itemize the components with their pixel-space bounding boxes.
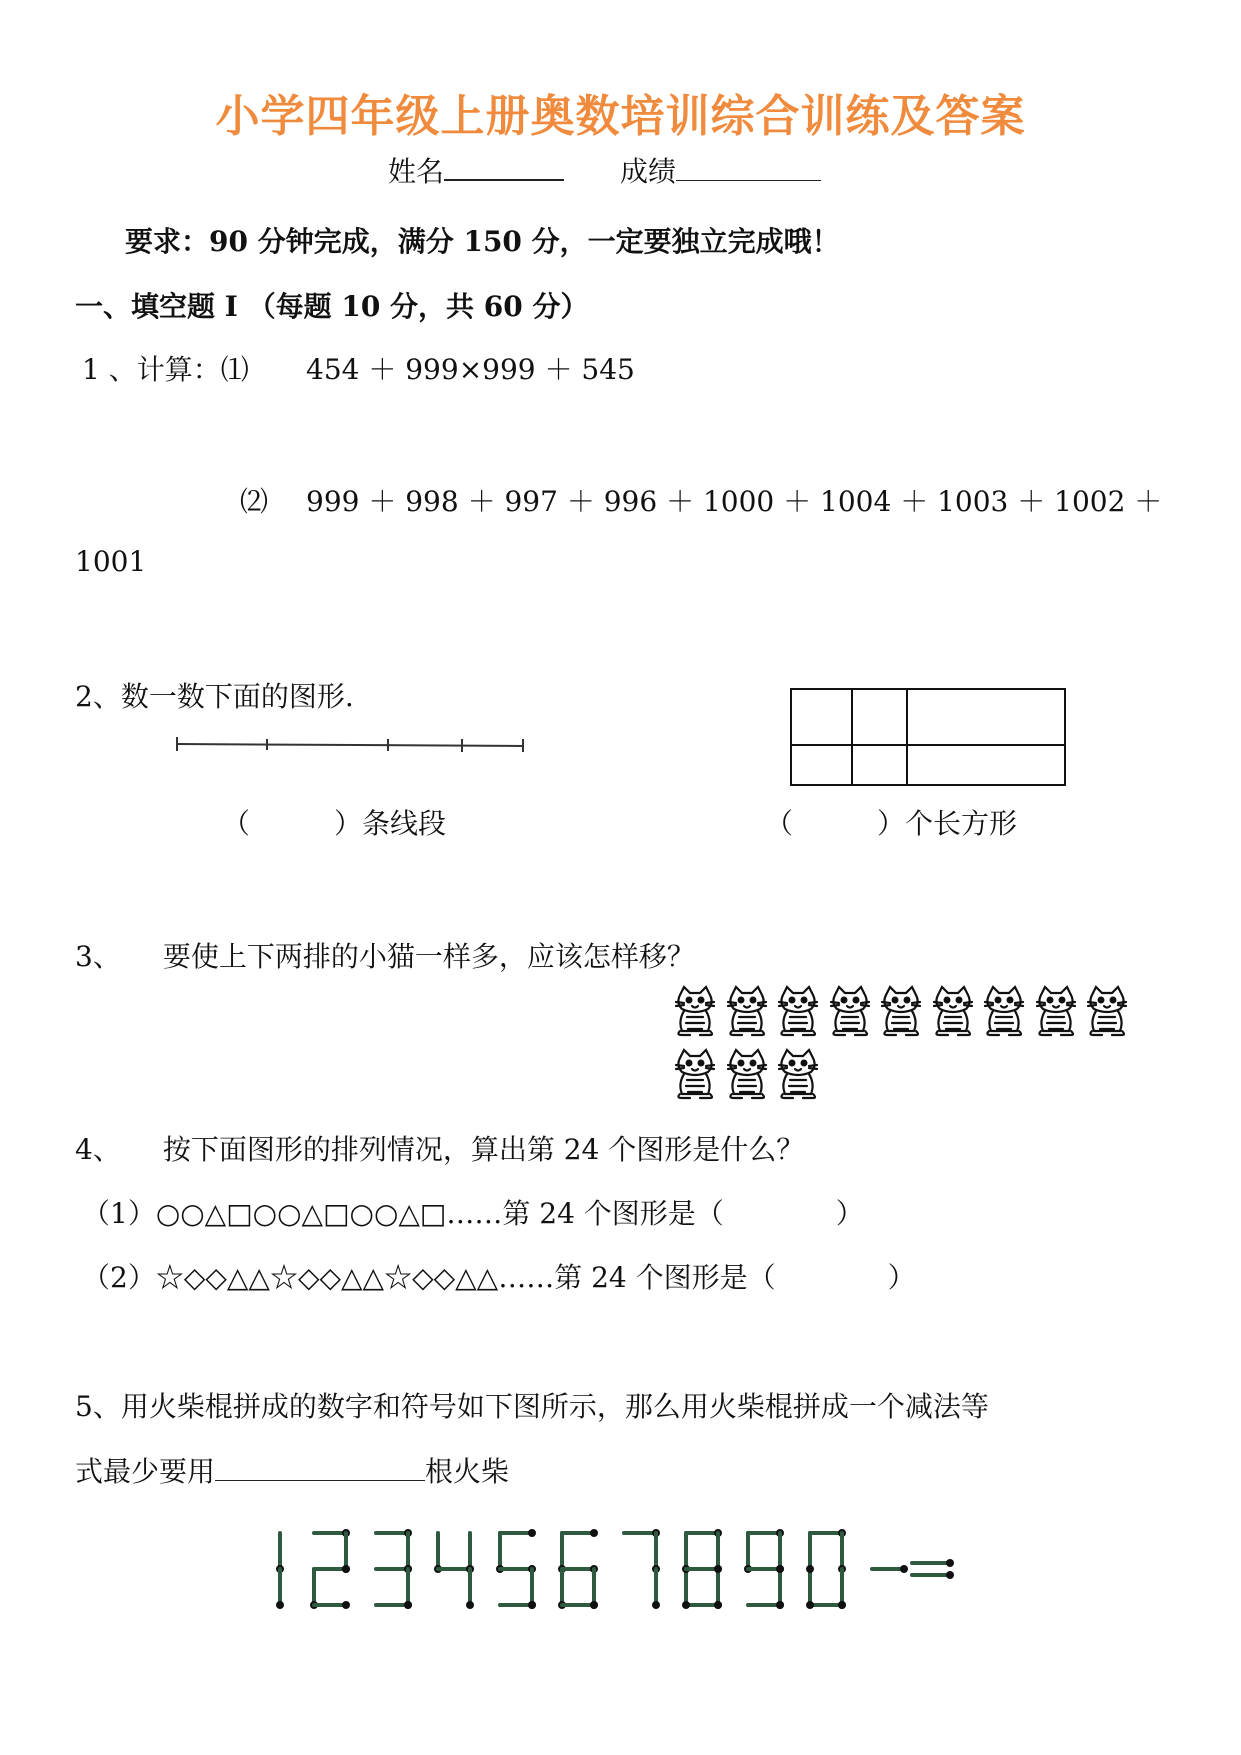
match-head bbox=[946, 1559, 954, 1567]
q4-sub2[interactable]: （2）☆◇◇△△☆◇◇△△☆◇◇△△……第 24 个图形是（ ） bbox=[82, 1261, 916, 1294]
match-head bbox=[806, 1565, 814, 1573]
rectangle-figure bbox=[790, 688, 1070, 788]
match-head bbox=[342, 1565, 350, 1573]
q2-answer-rectangles[interactable]: （ ）个长方形 bbox=[765, 807, 1018, 840]
q1-part2-continued: 1001 bbox=[75, 545, 147, 578]
score-blank[interactable] bbox=[676, 154, 821, 181]
q4-sub1[interactable]: （1）○○△□○○△□○○△□……第 24 个图形是（ ） bbox=[82, 1197, 864, 1230]
name-field[interactable] bbox=[388, 150, 564, 190]
q1-part2: 999 ＋ 998 ＋ 997 ＋ 996 ＋ 1000 ＋ 1004 ＋ 1003 ＋ 1002 ＋ bbox=[306, 485, 1163, 518]
match-head bbox=[404, 1601, 412, 1609]
match-head bbox=[900, 1565, 908, 1573]
q1-part1: 454 ＋ 999×999 ＋ 545 bbox=[306, 353, 635, 386]
q3-text: 3、 要使上下两排的小猫一样多，应该怎样移？ bbox=[75, 940, 695, 973]
requirement-text: 要求：90 分钟完成，满分 150 分，一定要独立完成哦！ bbox=[125, 225, 840, 258]
q5-suffix: 根火柴 bbox=[425, 1455, 510, 1488]
name-label: 姓名 bbox=[388, 155, 445, 188]
matchstick-figure bbox=[270, 1525, 990, 1615]
match-head bbox=[682, 1601, 690, 1609]
cat-icon[interactable] bbox=[672, 1048, 718, 1100]
q5-answer-blank[interactable] bbox=[215, 1454, 425, 1481]
cat-icon[interactable] bbox=[724, 1048, 770, 1100]
q5-prefix: 式最少要用 bbox=[75, 1455, 216, 1488]
cat-icon[interactable] bbox=[1084, 985, 1130, 1037]
q5-text-line2 bbox=[75, 1450, 509, 1490]
cat-icon[interactable] bbox=[827, 985, 873, 1037]
name-blank[interactable] bbox=[444, 153, 564, 181]
match-head bbox=[776, 1601, 784, 1609]
q2-answer-segments[interactable]: （ ）条线段 bbox=[222, 807, 447, 840]
q4-text: 4、 按下面图形的排列情况，算出第 24 个图形是什么？ bbox=[75, 1133, 805, 1166]
match-head bbox=[466, 1601, 474, 1609]
match-head bbox=[342, 1601, 350, 1609]
match-head bbox=[652, 1601, 660, 1609]
match-head bbox=[590, 1601, 598, 1609]
match-head bbox=[714, 1601, 722, 1609]
match-head bbox=[806, 1601, 814, 1609]
match-head bbox=[946, 1571, 954, 1579]
match-head bbox=[776, 1565, 784, 1573]
q2-text: 2、数一数下面的图形. bbox=[75, 680, 354, 713]
cat-icon[interactable] bbox=[775, 985, 821, 1037]
match-head bbox=[838, 1601, 846, 1609]
match-head bbox=[714, 1565, 722, 1573]
cat-icon[interactable] bbox=[1033, 985, 1079, 1037]
q1-label: 1 、计算：⑴ bbox=[82, 353, 249, 386]
match-head bbox=[528, 1601, 536, 1609]
match-head bbox=[590, 1529, 598, 1537]
score-label: 成绩 bbox=[620, 155, 677, 188]
cat-icon[interactable] bbox=[930, 985, 976, 1037]
segment-figure bbox=[175, 736, 535, 754]
cat-icon[interactable] bbox=[981, 985, 1027, 1037]
match-head bbox=[528, 1529, 536, 1537]
cat-icon[interactable] bbox=[775, 1048, 821, 1100]
q1-part2-label: ⑵ bbox=[240, 485, 269, 518]
q5-text-line1: 5、用火柴棍拼成的数字和符号如下图所示，那么用火柴棍拼成一个减法等 bbox=[75, 1390, 989, 1423]
section-heading: 一、填空题 I （每题 10 分，共 60 分） bbox=[75, 290, 589, 323]
score-field[interactable] bbox=[620, 150, 821, 190]
cat-icon[interactable] bbox=[878, 985, 924, 1037]
match-head bbox=[276, 1601, 284, 1609]
page-title: 小学四年级上册奥数培训综合训练及答案 bbox=[215, 91, 1026, 142]
cat-icon[interactable] bbox=[724, 985, 770, 1037]
cat-icon[interactable] bbox=[672, 985, 718, 1037]
